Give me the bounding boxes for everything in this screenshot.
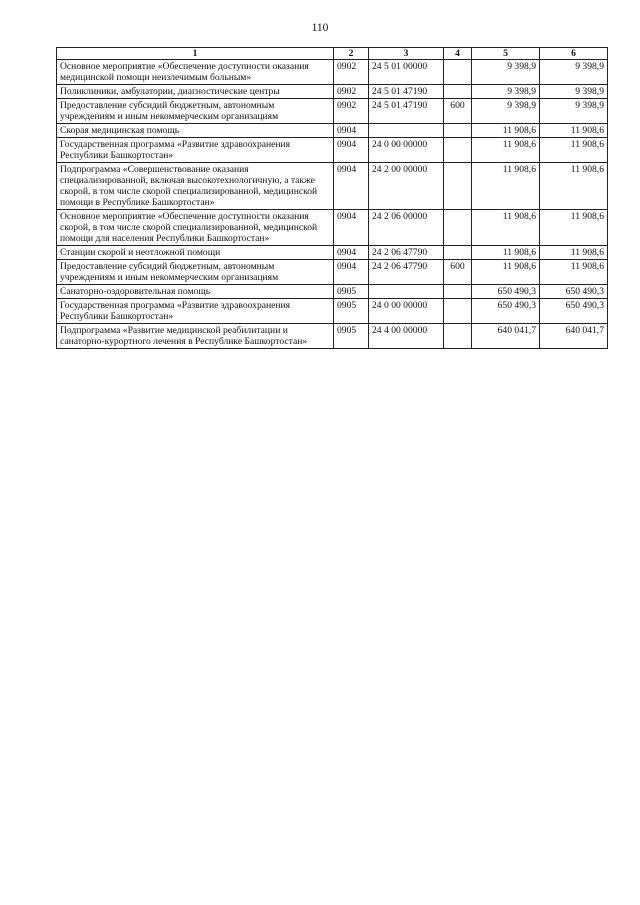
row-section-cell: 0902 (334, 60, 369, 85)
row-name-cell: Основное мероприятие «Обеспечение доступности оказания медицинской помощи неизлечимым больным» (57, 60, 334, 85)
row-name-cell: Санаторно-оздоровительная помощь (57, 285, 334, 299)
row-section-cell: 0904 (334, 138, 369, 163)
row-section-cell: 0905 (334, 285, 369, 299)
row-amount-1-cell: 650 490,3 (472, 285, 540, 299)
row-amount-2-cell: 11 908,6 (540, 210, 608, 246)
row-amount-1-cell: 9 398,9 (472, 60, 540, 85)
row-target-cell: 24 2 00 00000 (369, 163, 444, 210)
row-amount-2-cell: 11 908,6 (540, 260, 608, 285)
row-target-cell: 24 5 01 47190 (369, 99, 444, 124)
row-type-cell (444, 246, 472, 260)
row-type-cell (444, 124, 472, 138)
row-amount-2-cell: 11 908,6 (540, 138, 608, 163)
row-type-cell (444, 60, 472, 85)
row-amount-2-cell: 11 908,6 (540, 124, 608, 138)
row-section-cell: 0904 (334, 260, 369, 285)
row-type-cell (444, 210, 472, 246)
row-target-cell: 24 4 00 00000 (369, 324, 444, 349)
row-amount-1-cell: 11 908,6 (472, 138, 540, 163)
table-body (57, 60, 608, 349)
row-amount-2-cell: 650 490,3 (540, 285, 608, 299)
row-type-cell (444, 163, 472, 210)
table-row (57, 260, 608, 285)
row-target-cell (369, 124, 444, 138)
row-section-cell: 0902 (334, 85, 369, 99)
budget-table (56, 47, 608, 349)
header-cell: 6 (540, 48, 608, 60)
row-name-cell: Государственная программа «Развитие здравоохранения Республики Башкортостан» (57, 138, 334, 163)
row-name-cell: Станции скорой и неотложной помощи (57, 246, 334, 260)
row-amount-2-cell: 11 908,6 (540, 163, 608, 210)
row-amount-2-cell: 640 041,7 (540, 324, 608, 349)
table-row (57, 60, 608, 85)
row-amount-1-cell: 11 908,6 (472, 124, 540, 138)
row-name-cell: Основное мероприятие «Обеспечение доступности оказания скорой, в том числе скорой специализированной, медицинской помощи для населения Республики Башкортостан» (57, 210, 334, 246)
table-row (57, 246, 608, 260)
row-name-cell: Подпрограмма «Совершенствование оказания специализированной, включая высокотехнологичную, а также скорой, в том числе скорой специализированной, медицинской помощи в Республике Башкортостан» (57, 163, 334, 210)
row-amount-1-cell: 640 041,7 (472, 324, 540, 349)
table-row (57, 138, 608, 163)
row-type-cell (444, 285, 472, 299)
row-amount-2-cell: 650 490,3 (540, 299, 608, 324)
page-number: 110 (311, 22, 329, 34)
table-row (57, 99, 608, 124)
header-cell: 5 (472, 48, 540, 60)
row-target-cell: 24 0 00 00000 (369, 138, 444, 163)
row-target-cell: 24 2 06 00000 (369, 210, 444, 246)
table-row (57, 324, 608, 349)
header-cell: 3 (369, 48, 444, 60)
row-target-cell: 24 5 01 00000 (369, 60, 444, 85)
row-name-cell: Государственная программа «Развитие здравоохранения Республики Башкортостан» (57, 299, 334, 324)
row-section-cell: 0904 (334, 124, 369, 138)
table-row (57, 285, 608, 299)
row-section-cell: 0902 (334, 99, 369, 124)
row-type-cell: 600 (444, 99, 472, 124)
row-section-cell: 0904 (334, 246, 369, 260)
row-amount-1-cell: 9 398,9 (472, 85, 540, 99)
row-section-cell: 0905 (334, 299, 369, 324)
row-amount-2-cell: 9 398,9 (540, 85, 608, 99)
row-section-cell: 0904 (334, 163, 369, 210)
row-amount-2-cell: 11 908,6 (540, 246, 608, 260)
row-amount-1-cell: 650 490,3 (472, 299, 540, 324)
row-amount-1-cell: 11 908,6 (472, 260, 540, 285)
row-name-cell: Поликлиники, амбулатории, диагностические центры (57, 85, 334, 99)
row-name-cell: Предоставление субсидий бюджетным, автономным учреждениям и иным некоммерческим организациям (57, 99, 334, 124)
table-row (57, 299, 608, 324)
row-type-cell (444, 85, 472, 99)
row-target-cell: 24 0 00 00000 (369, 299, 444, 324)
row-amount-1-cell: 11 908,6 (472, 246, 540, 260)
row-amount-2-cell: 9 398,9 (540, 60, 608, 85)
row-amount-1-cell: 9 398,9 (472, 99, 540, 124)
row-type-cell (444, 138, 472, 163)
header-cell: 1 (57, 48, 334, 60)
table-row (57, 210, 608, 246)
table-row (57, 163, 608, 210)
row-section-cell: 0904 (334, 210, 369, 246)
row-type-cell: 600 (444, 260, 472, 285)
table-header-row (57, 48, 608, 60)
row-target-cell: 24 2 06 47790 (369, 246, 444, 260)
row-section-cell: 0905 (334, 324, 369, 349)
table-row (57, 85, 608, 99)
row-name-cell: Скорая медицинская помощь (57, 124, 334, 138)
row-target-cell: 24 2 06 47790 (369, 260, 444, 285)
row-amount-1-cell: 11 908,6 (472, 210, 540, 246)
table-row (57, 124, 608, 138)
row-name-cell: Предоставление субсидий бюджетным, автономным учреждениям и иным некоммерческим организациям (57, 260, 334, 285)
row-amount-2-cell: 9 398,9 (540, 99, 608, 124)
header-cell: 2 (334, 48, 369, 60)
row-target-cell: 24 5 01 47190 (369, 85, 444, 99)
header-cell: 4 (444, 48, 472, 60)
row-type-cell (444, 324, 472, 349)
row-target-cell (369, 285, 444, 299)
row-name-cell: Подпрограмма «Развитие медицинской реабилитации и санаторно-курортного лечения в Республике Башкортостан» (57, 324, 334, 349)
row-type-cell (444, 299, 472, 324)
row-amount-1-cell: 11 908,6 (472, 163, 540, 210)
